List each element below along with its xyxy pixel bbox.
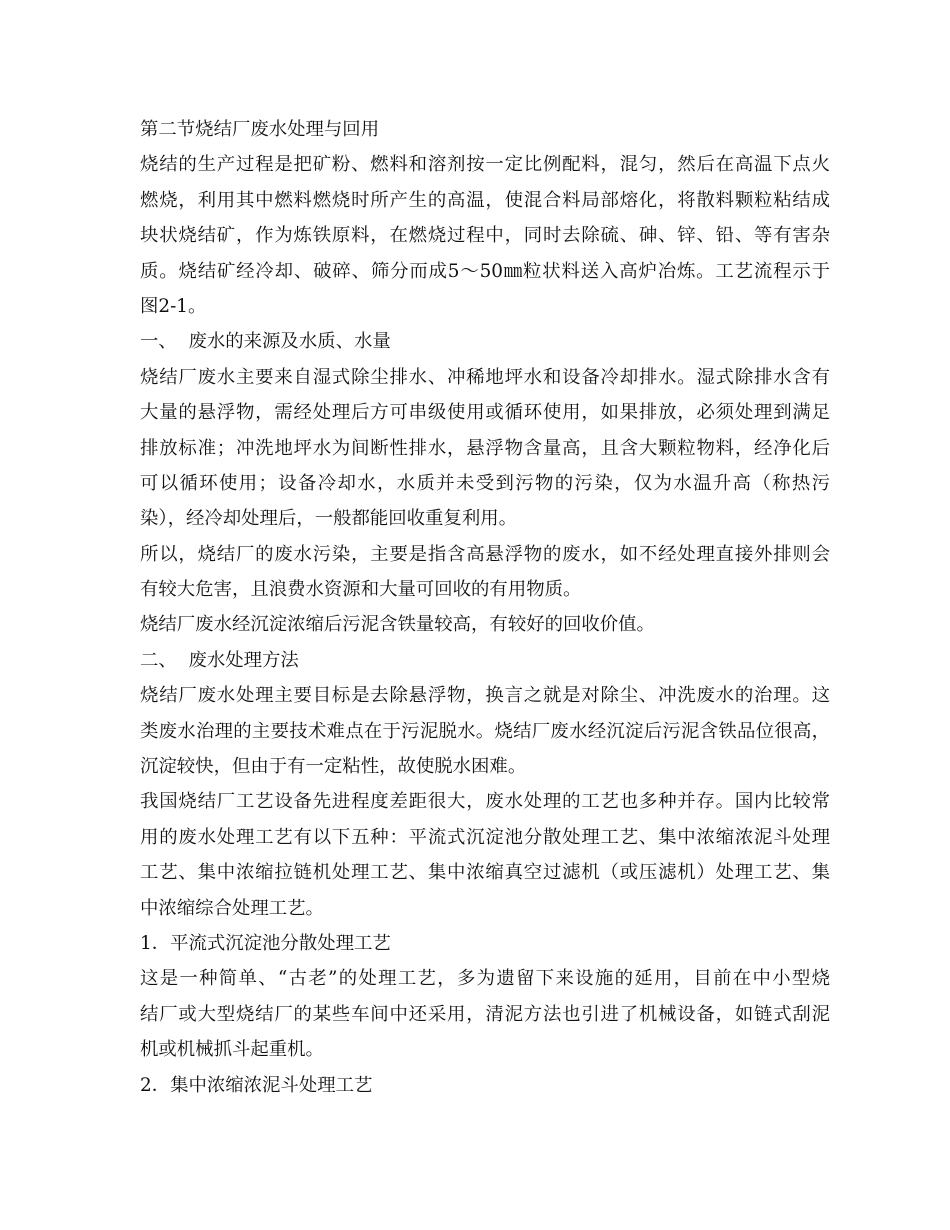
paragraph-line: 中浓缩综合处理工艺。 — [140, 897, 324, 919]
paragraph-line: 燃烧，利用其中燃料燃烧时所产生的高温，使混合料局部熔化，将散料颗粒粘结成 — [140, 189, 830, 211]
paragraph-line: 烧结厂废水主要来自湿式除尘排水、冲稀地坪水和设备冷却排水。湿式除排水含有 — [140, 366, 830, 388]
subsection-heading: 二、 废水处理方法 — [140, 649, 299, 671]
paragraph-line: 可以循环使用；设备冷却水，水质并未受到污物的污染，仅为水温升高（称热污 — [140, 472, 830, 494]
paragraph-line: 烧结厂废水经沉淀浓缩后污泥含铁量较高，有较好的回收价值。 — [140, 614, 655, 636]
paragraph-line: 类废水治理的主要技术难点在于污泥脱水。烧结厂废水经沉淀后污泥含铁品位很高， — [140, 720, 830, 742]
paragraph-line: 块状烧结矿，作为炼铁原料，在燃烧过程中，同时去除硫、砷、锌、铅、等有害杂 — [140, 225, 830, 247]
list-item-title: 1．平流式沉淀池分散处理工艺 — [140, 932, 391, 954]
paragraph-line: 所以，烧结厂的废水污染，主要是指含高悬浮物的废水，如不经处理直接外排则会 — [140, 543, 830, 565]
paragraph-line: 烧结厂废水处理主要目标是去除悬浮物，换言之就是对除尘、冲洗废水的治理。这 — [140, 685, 830, 707]
section-title: 第二节烧结厂废水处理与回用 — [140, 119, 380, 140]
paragraph-line: 染），经冷却处理后，一般都能回收重复利用。 — [140, 508, 518, 530]
paragraph-line: 有较大危害，且浪费水资源和大量可回收的有用物质。 — [140, 579, 582, 601]
paragraph-line: 质。烧结矿经冷却、破碎、筛分而成5～50㎜粒状料送入高炉冶炼。工艺流程示于 — [140, 260, 830, 282]
document-body — [140, 112, 830, 1103]
paragraph-line: 我国烧结厂工艺设备先进程度差距很大，废水处理的工艺也多种并存。国内比较常 — [140, 791, 830, 813]
paragraph-line: 结厂或大型烧结厂的某些车间中还采用，清泥方法也引进了机械设备，如链式刮泥 — [140, 1003, 830, 1025]
list-item-title: 2．集中浓缩浓泥斗处理工艺 — [140, 1074, 373, 1096]
paragraph-line: 机或机械抓斗起重机。 — [140, 1039, 324, 1061]
paragraph-line: 排放标准；冲洗地坪水为间断性排水，悬浮物含量高，且含大颗粒物料，经净化后 — [140, 437, 830, 459]
paragraph-line: 工艺、集中浓缩拉链机处理工艺、集中浓缩真空过滤机（或压滤机）处理工艺、集 — [140, 862, 830, 884]
paragraph-line: 图2-1。 — [140, 295, 207, 317]
paragraph-line: 大量的悬浮物，需经处理后方可串级使用或循环使用，如果排放，必须处理到满足 — [140, 402, 830, 424]
paragraph-line: 烧结的生产过程是把矿粉、燃料和溶剂按一定比例配料，混匀，然后在高温下点火 — [140, 154, 830, 176]
paragraph-line: 沉淀较快，但由于有一定粘性，故使脱水困难。 — [140, 756, 527, 778]
subsection-heading: 一、 废水的来源及水质、水量 — [140, 331, 391, 353]
paragraph-line: 用的废水处理工艺有以下五种：平流式沉淀池分散处理工艺、集中浓缩浓泥斗处理 — [140, 826, 830, 848]
paragraph-line: 这是一种简单、“古老”的处理工艺，多为遗留下来设施的延用，目前在中小型烧 — [140, 968, 830, 990]
